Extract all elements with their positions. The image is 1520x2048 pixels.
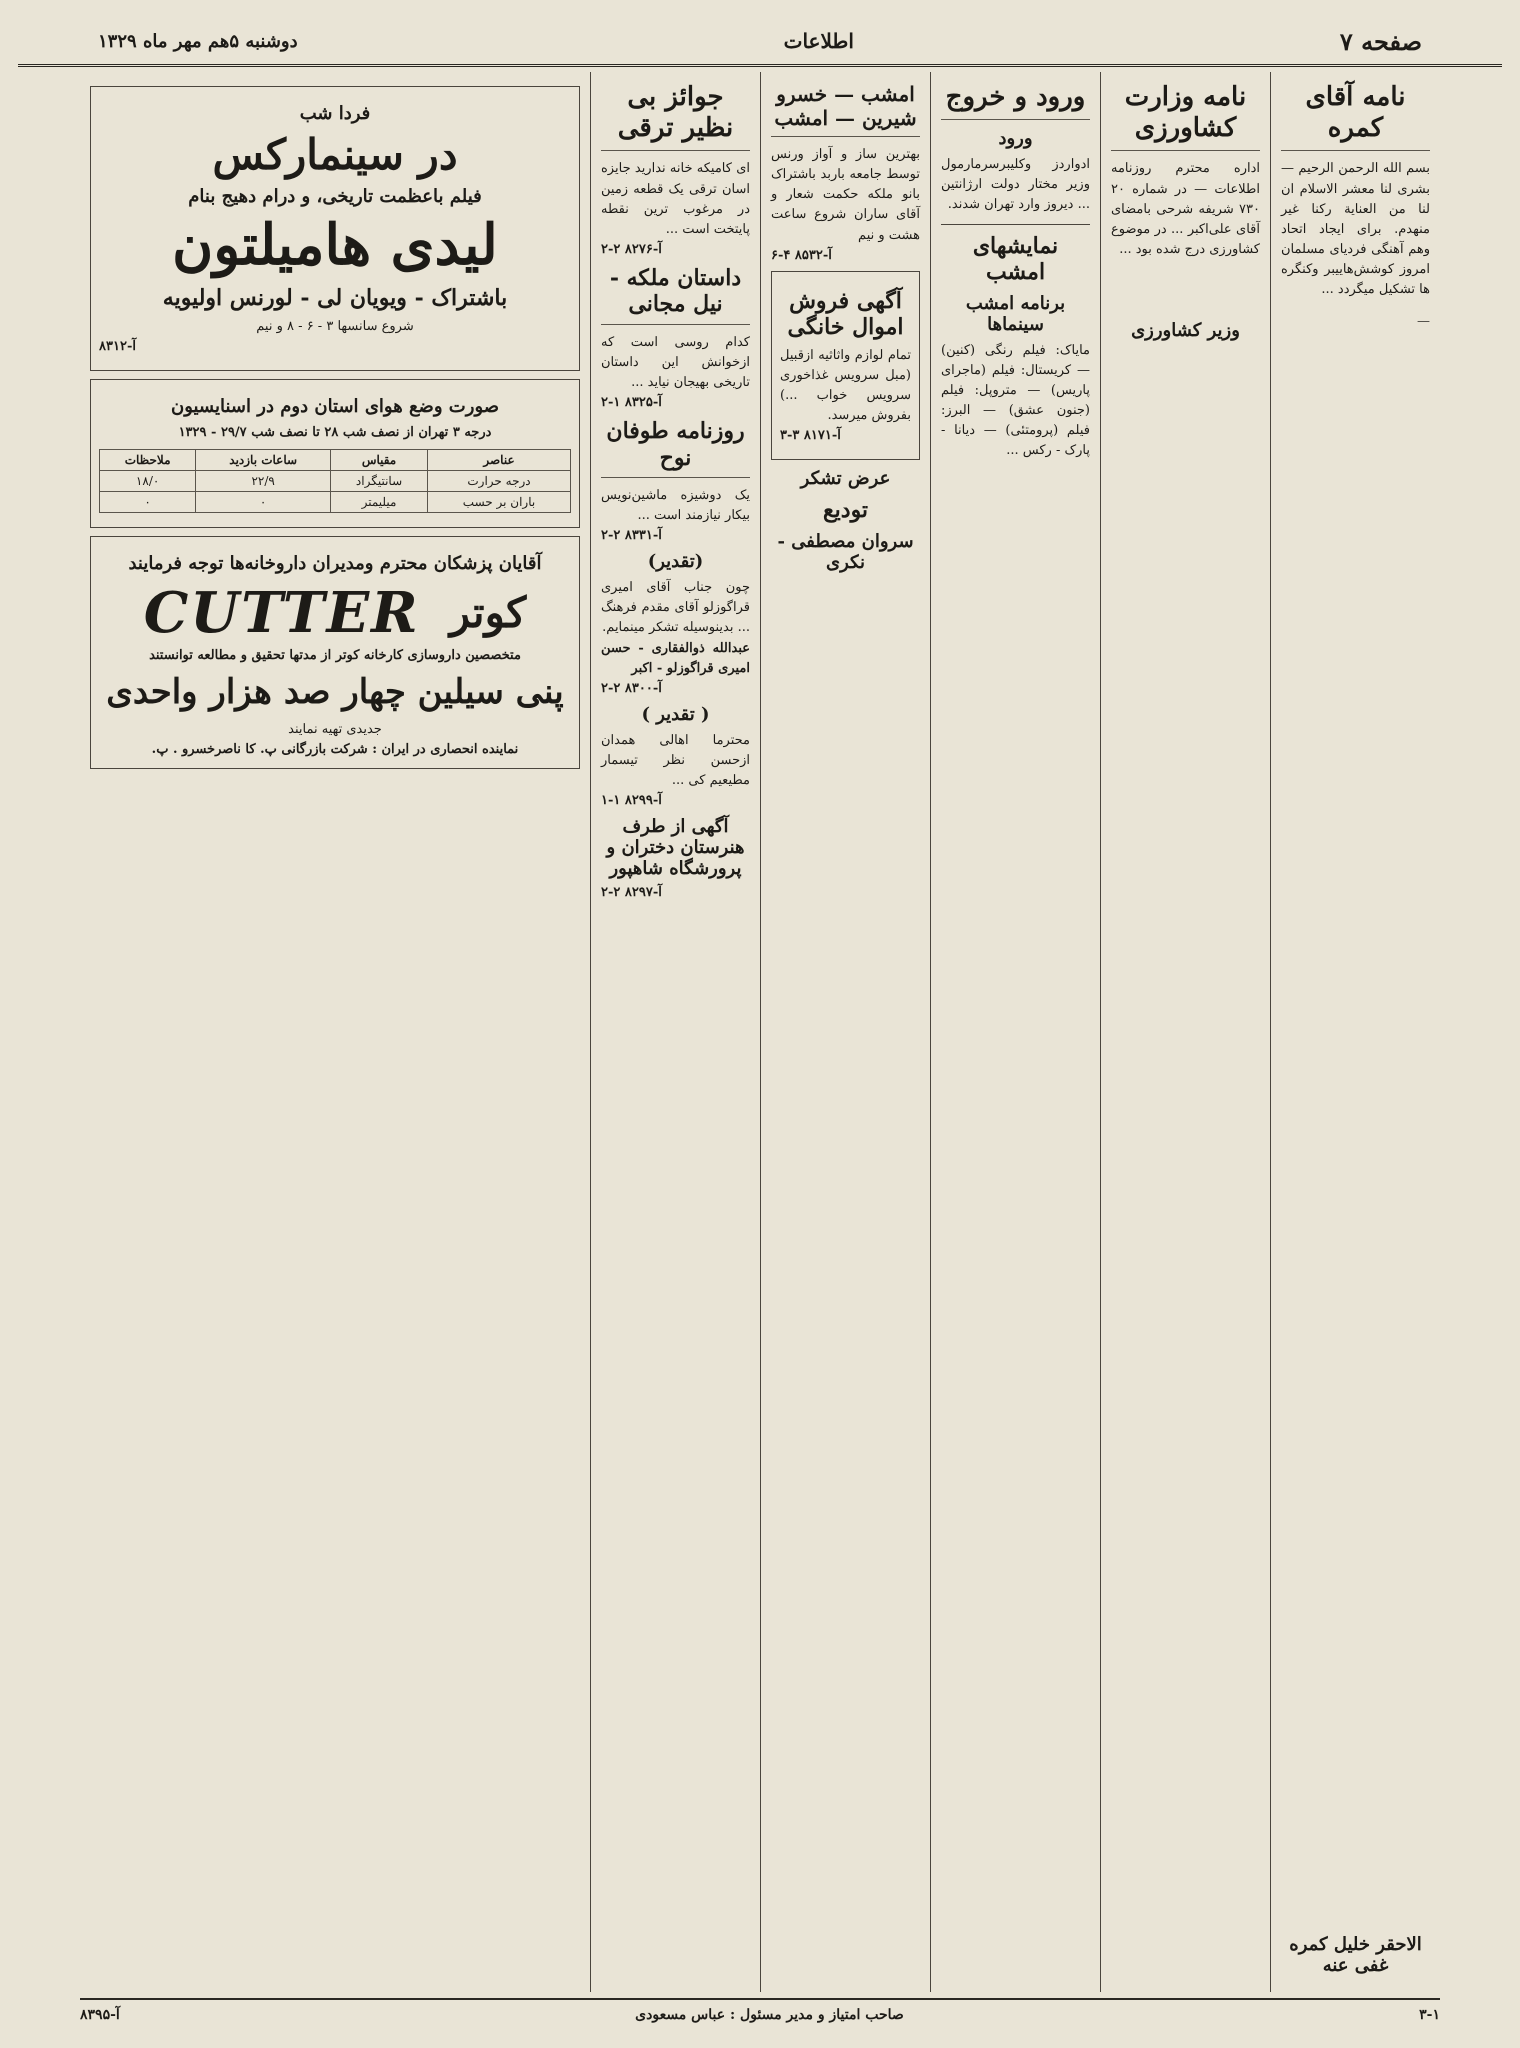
footer-center: صاحب امتیاز و مدیر مسئول : عباس مسعودی	[635, 2007, 904, 2023]
weather-col-notes: ملاحظات	[100, 450, 196, 471]
story-body: کدام روسی است که ازخوانش این داستان تاریخی بهیجان نیاید ...	[601, 334, 750, 390]
prize-headline: جوائز بی نظیر ترقی	[601, 82, 750, 151]
sale-ad-body: تمام لوازم واثاثیه ازقبیل (مبل سرویس غذاخوری سرویس خواب ...) بفروش میرسد.	[780, 347, 911, 424]
cutter-brand-fa: کوتر	[449, 587, 527, 637]
divider	[941, 224, 1090, 225]
arrivals-body: ادواردز وکلیبرسرمارمول وزیر مختار دولت ارژانتین ... دیروز وارد تهران شدند.	[941, 157, 1090, 213]
table-cell: ۱۸/۰	[100, 471, 196, 492]
table-cell: سانتیگراد	[331, 471, 428, 492]
agriculture-body: اداره محترم روزنامه اطلاعات — در شماره ۲۰ ۷۳۰ شریفه شرحی بامضای آقای علی‌اکبر ... در موضوع کشاورزی درج شده بود ...	[1111, 161, 1260, 257]
cutter-agent: نماینده انحصاری در ایران : شرکت بازرگانی پ. کا ناصرخسرو . پ.	[151, 741, 519, 757]
cutter-ad	[90, 536, 580, 769]
sale-ad-box	[771, 271, 920, 461]
cutter-line3: جدیدی تهیه نمایند	[288, 721, 382, 737]
table-cell: درجه حرارت	[428, 471, 571, 492]
masthead	[18, 18, 1502, 67]
cutter-line1: متخصصین داروسازی کارخانه کوتر از مدتها تحقیق و مطالعه توانستند	[149, 648, 521, 664]
letter-body-continued: —	[1417, 314, 1430, 330]
farewell-sign: سروان مصطفی - نکری	[777, 531, 914, 574]
letter-headline: نامه آقای کمره	[1281, 82, 1430, 151]
school-code: آ-۸۲۹۷ ۲-۲	[601, 885, 662, 901]
table-cell: ۰	[100, 492, 196, 513]
page-footer	[80, 1998, 1440, 2030]
weather-col-scale: مقیاس	[331, 450, 428, 471]
taqdir-code: آ-۸۳۰۰ ۲-۲	[601, 680, 662, 696]
agriculture-sign: وزیر کشاورزی	[1131, 320, 1240, 342]
farewell-head: تودیع	[822, 497, 869, 524]
flood-headline: روزنامه طوفان نوح	[601, 418, 750, 478]
agriculture-headline: نامه وزارت کشاورزی	[1111, 82, 1260, 151]
flood-body: یک دوشیزه ماشین‌نویس بیکار نیازمند است ...	[601, 487, 750, 524]
cinema-ad-cast: باشتراک - ویویان لی - لورنس اولیویه	[162, 284, 508, 311]
arrivals-subhead: ورود	[998, 128, 1033, 150]
taqdir-sign: عبدالله ذوالفقاری - حسن امیری قراگوزلو - اکبر	[601, 640, 750, 676]
cinema-ad-times: شروع سانسها ۳ - ۶ - ۸ و نیم	[256, 318, 414, 334]
school-head: آگهی از طرف هنرستان دختران و پرورشگاه شاهپور	[606, 816, 745, 880]
table-cell: باران بر حسب	[428, 492, 571, 513]
cutter-line2: پنی سیلین چهار صد هزار واحدی	[106, 672, 564, 713]
table-row	[100, 492, 571, 513]
footer-left: آ-۸۳۹۵	[80, 2007, 120, 2023]
taqdir-body: چون جناب آقای امیری قراگوزلو آقای مقدم فرهنگ ... بدینوسیله تشکر مینمایم.	[601, 580, 750, 636]
column-ads-a	[760, 72, 930, 1992]
weather-table	[99, 449, 571, 513]
cinema-ad-code: آ-۸۳۱۲	[99, 338, 136, 354]
page-number: صفحه ۷	[1339, 26, 1422, 56]
weather-box	[90, 379, 580, 528]
cinema-ad	[90, 86, 580, 371]
weather-title: صورت وضع هوای استان دوم در اسنایسیون	[170, 395, 500, 417]
letter-signature: الاحقر خلیل کمره غفی عنه	[1289, 1934, 1422, 1976]
column-ads-b	[590, 72, 760, 1992]
concert-body: بهترین ساز و آواز ورنس توسط جامعه باربد باشتراک بانو ملکه حکمت شعار و آقای ساران شروع ساعت هشت و نیم	[771, 147, 920, 243]
paper-name: اطلاعات	[783, 29, 854, 53]
arrivals-headline: ورود و خروج	[941, 82, 1090, 120]
weather-col-elements: عناصر	[428, 450, 571, 471]
concert-code: آ-۸۵۳۲ ۴-۶	[771, 247, 832, 263]
table-cell: ۲۲/۹	[196, 471, 331, 492]
story-code: آ-۸۳۲۵ ۱-۲	[601, 395, 662, 411]
table-cell: میلیمتر	[331, 492, 428, 513]
columns	[80, 72, 1440, 1992]
cutter-head: آقایان پزشکان محترم ومدیران داروخانه‌ها توجه فرمایند	[128, 553, 542, 575]
sale-ad-head: آگهی فروش اموال خانگی	[787, 287, 904, 340]
flood-code: آ-۸۳۳۱ ۲-۲	[601, 528, 662, 544]
footer-right: ۳-۱	[1419, 2007, 1440, 2023]
cinema-section-head: نمایشهای امشب	[972, 232, 1059, 285]
taqdir2-head: ( تقدیر )	[641, 703, 710, 725]
weather-subtitle: درجه ۳ تهران از نصف شب ۲۸ تا نصف شب ۲۹/۷ - ۱۳۲۹	[178, 424, 492, 440]
cinema-program-head: برنامه امشب سینماها	[965, 292, 1066, 335]
cinema-program: مایاک: فیلم رنگی (کنین) — کریستال: فیلم (ماجرای پاریس) — متروپل: فیلم (جنون عشق) — البرز: فیلم (پرومتئی) — دیانا - پارک - رکس ...	[941, 342, 1090, 459]
story-headline: داستان ملکه - نیل مجانی	[601, 265, 750, 325]
left-block	[80, 72, 590, 1992]
thanks-head: عرض تشکر	[800, 468, 891, 490]
concert-headline: امشب — خسرو شیرین — امشب	[771, 82, 920, 137]
cinema-ad-venue: در سینمارکس	[212, 130, 458, 179]
column-agriculture	[1100, 72, 1270, 1992]
cutter-brand-latin: CUTTER	[143, 580, 420, 647]
cinema-ad-title: لیدی هامیلتون	[172, 212, 498, 279]
column-letter	[1270, 72, 1440, 1992]
issue-date: دوشنبه ۵هم مهر ماه ۱۳۲۹	[98, 30, 298, 52]
table-row	[100, 471, 571, 492]
cinema-ad-desc: فیلم باعظمت تاریخی، و درام دهیج بنام	[188, 186, 482, 208]
letter-body: بسم الله الرحمن الرحیم — بشری لنا معشر الاسلام ان لنا من العنایة رکنا غیر منهدم. برای ایجاد اتحاد وهم آهنگی فردیای مسلمان امروز کوشش‌هاییبر وکنگره ها تشکیل میگردد ...	[1281, 161, 1430, 298]
column-arrivals	[930, 72, 1100, 1992]
taqdir2-body: محترما اهالی همدان ازحسن نظر تیسمار مطیعیم کی ...	[601, 732, 750, 789]
taqdir2-code: آ-۸۲۹۹ ۱-۱	[601, 793, 662, 809]
sale-ad-code: آ-۸۱۷۱ ۳-۳	[780, 428, 841, 444]
prize-code: آ-۸۲۷۶ ۲-۲	[601, 241, 662, 257]
weather-col-hours: ساعات بازدید	[196, 450, 331, 471]
cinema-ad-small: فردا شب	[299, 103, 371, 124]
cutter-brand-row	[99, 580, 571, 646]
prize-body: ای کامیکه خانه ندارید جایزه اسان ترقی یک قطعه زمین در مرغوب ترین نقطه پایتخت است ...	[601, 161, 750, 237]
taqdir-head: (تقدیر)	[647, 551, 704, 573]
table-cell: ۰	[196, 492, 331, 513]
